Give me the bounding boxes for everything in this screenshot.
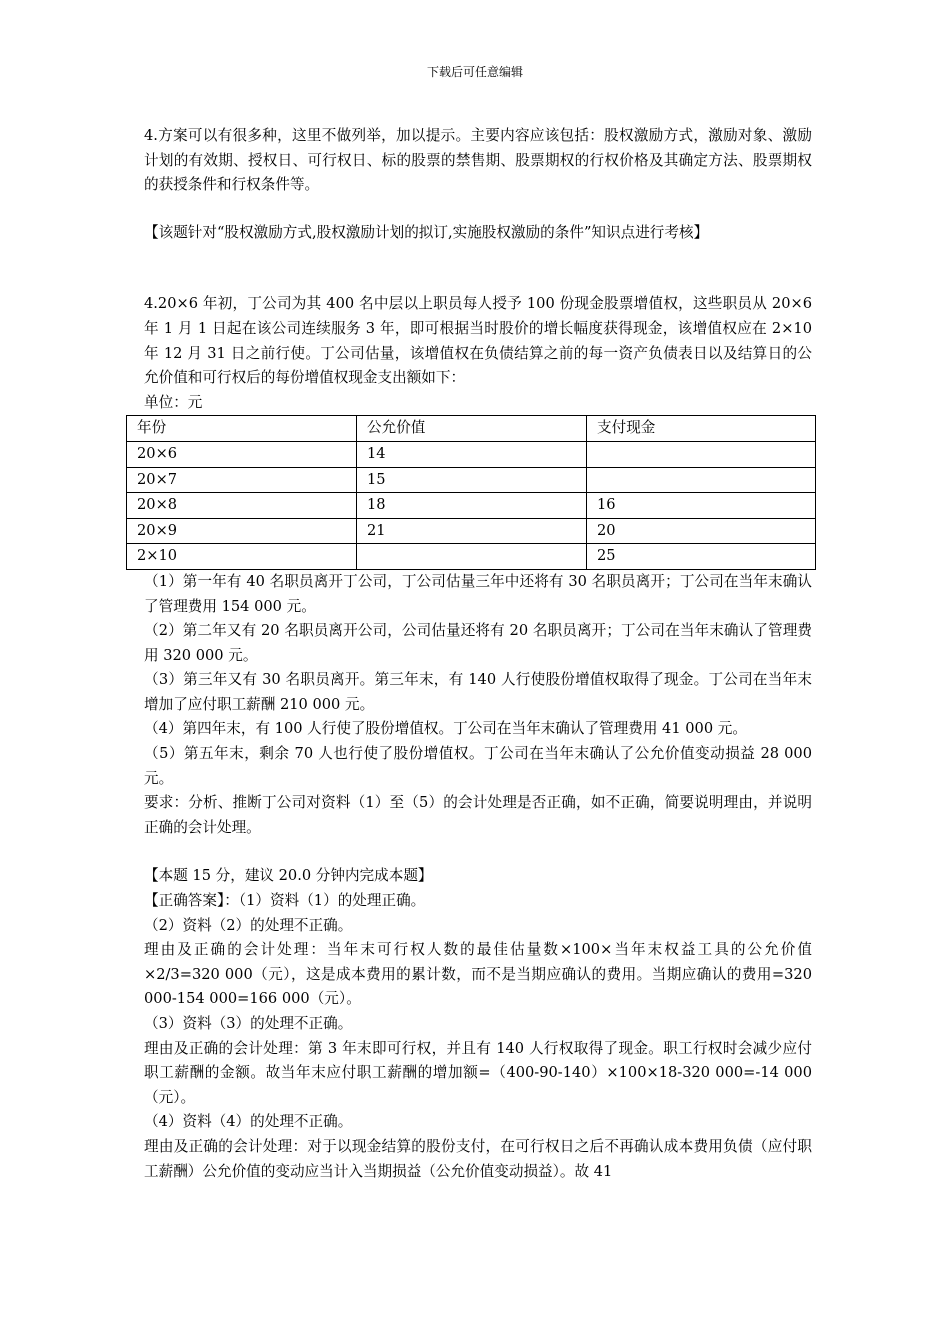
answer-line: 【正确答案】：（1）资料（1）的处理正确。 (144, 892, 426, 910)
table-cell: 16 (587, 493, 816, 519)
section1-note: 【该题针对“股权激励方式,股权激励计划的拟订,实施股权激励的条件”知识点进行考核】 (144, 223, 709, 241)
table-cell: 20×7 (127, 467, 357, 493)
answer-line: （4）资料（4）的处理不正确。 (144, 1113, 353, 1131)
table-cell: 20×8 (127, 493, 357, 519)
table-cell (357, 544, 587, 570)
table-cell: 20 (587, 518, 816, 544)
document-body (137, 124, 813, 1184)
question-item-2: （2）第二年又有 20 名职员离开公司，公司估量还将有 20 名职员离开；丁公司在当年末确认了管理费用 320 000 元。 (144, 622, 812, 664)
table-cell (587, 441, 816, 467)
answer-line: 理由及正确的会计处理：当年末可行权人数的最佳估量数×100×当年末权益工具的公允价值×2/3=320 000（元），这是成本费用的累计数，而不是当期应确认的费用。当期应确认的费用=320 000-154 000=166 000（元）。 (144, 941, 812, 1008)
answer-line: （3）资料（3）的处理不正确。 (144, 1015, 353, 1032)
table-cell: 21 (357, 518, 587, 544)
table-cell (587, 467, 816, 493)
answer-line: 理由及正确的会计处理：第 3 年末即可行权，并且有 140 人行权取得了现金。职工行权时会减少应付职工薪酬的金额。故当年末应付职工薪酬的增加额=（400-90-140）×100×18-320 000=-14 000（元）。 (144, 1039, 812, 1106)
table-header-row (127, 416, 816, 442)
page-header: 下载后可任意编辑 (426, 65, 523, 79)
answer-line: （2）资料（2）的处理不正确。 (144, 916, 353, 934)
table-cell: 18 (357, 493, 587, 519)
table-cell: 14 (357, 441, 587, 467)
table-cell: 2×10 (127, 544, 357, 570)
table-row (127, 518, 816, 544)
table-header-cell: 支付现金 (587, 416, 816, 442)
question-item-1: （1）第一年有 40 名职员离开丁公司，丁公司估量三年中还将有 30 名职员离开；丁公司在当年末确认了管理费用 154 000 元。 (144, 572, 813, 615)
table-row (127, 441, 816, 467)
unit-label: 单位：元 (144, 393, 203, 411)
table-header-cell: 年份 (127, 416, 357, 442)
question-item-3: （3）第三年又有 30 名职员离开。第三年末，有 140 人行使股份增值权取得了现金。丁公司在当年末增加了应付职工薪酬 210 000 元。 (144, 671, 812, 713)
score-note: 【本题 15 分，建议 20.0 分钟内完成本题】 (144, 867, 433, 885)
table-cell: 25 (587, 544, 816, 570)
section1-paragraph: 4.方案可以有很多种，这里不做列举，加以提示。主要内容应该包括：股权激励方式，激励对象、激励计划的有效期、授权日、可行权日、标的股票的禁售期、股票期权的行权价格及其确定方法、股票期权的获授条件和行权条件等。 (144, 127, 812, 194)
table-row (127, 493, 816, 519)
question-requirement: 要求：分析、推断丁公司对资料（1）至（5）的会计处理是否正确，如不正确，简要说明理由，并说明正确的会计处理。 (144, 794, 812, 836)
table-cell: 20×6 (127, 441, 357, 467)
table-row (127, 467, 816, 493)
table-cell: 20×9 (127, 518, 357, 544)
question-intro: 4.20×6 年初，丁公司为其 400 名中层以上职员每人授予 100 份现金股票增值权，这些职员从 20×6 年 1 月 1 日起在该公司连续服务 3 年，即可根据当时股价的增长幅度获得现金，该增值权应在 2×10 年 12 月 31 日之前行使。丁公司估量，该增值权在负债结算之前的每一资产负债表日以及结算日的公允价值和可行权后的每份增值权现金支出额如下： (144, 295, 812, 387)
answer-line: 理由及正确的会计处理：对于以现金结算的股份支付，在可行权日之后不再确认成本费用负债（应付职工薪酬）公允价值的变动应当计入当期损益（公允价值变动损益）。故 41 (144, 1137, 812, 1180)
data-table (126, 415, 816, 570)
question-item-4: （4）第四年末，有 100 人行使了股份增值权。丁公司在当年末确认了管理费用 41 000 元。 (144, 720, 747, 738)
question-item-5: （5）第五年末，剩余 70 人也行使了股份增值权。丁公司在当年末确认了公允价值变动损益 28 000 元。 (144, 745, 812, 787)
table-row (127, 544, 816, 570)
table-header-cell: 公允价值 (357, 416, 587, 442)
table-cell: 15 (357, 467, 587, 493)
